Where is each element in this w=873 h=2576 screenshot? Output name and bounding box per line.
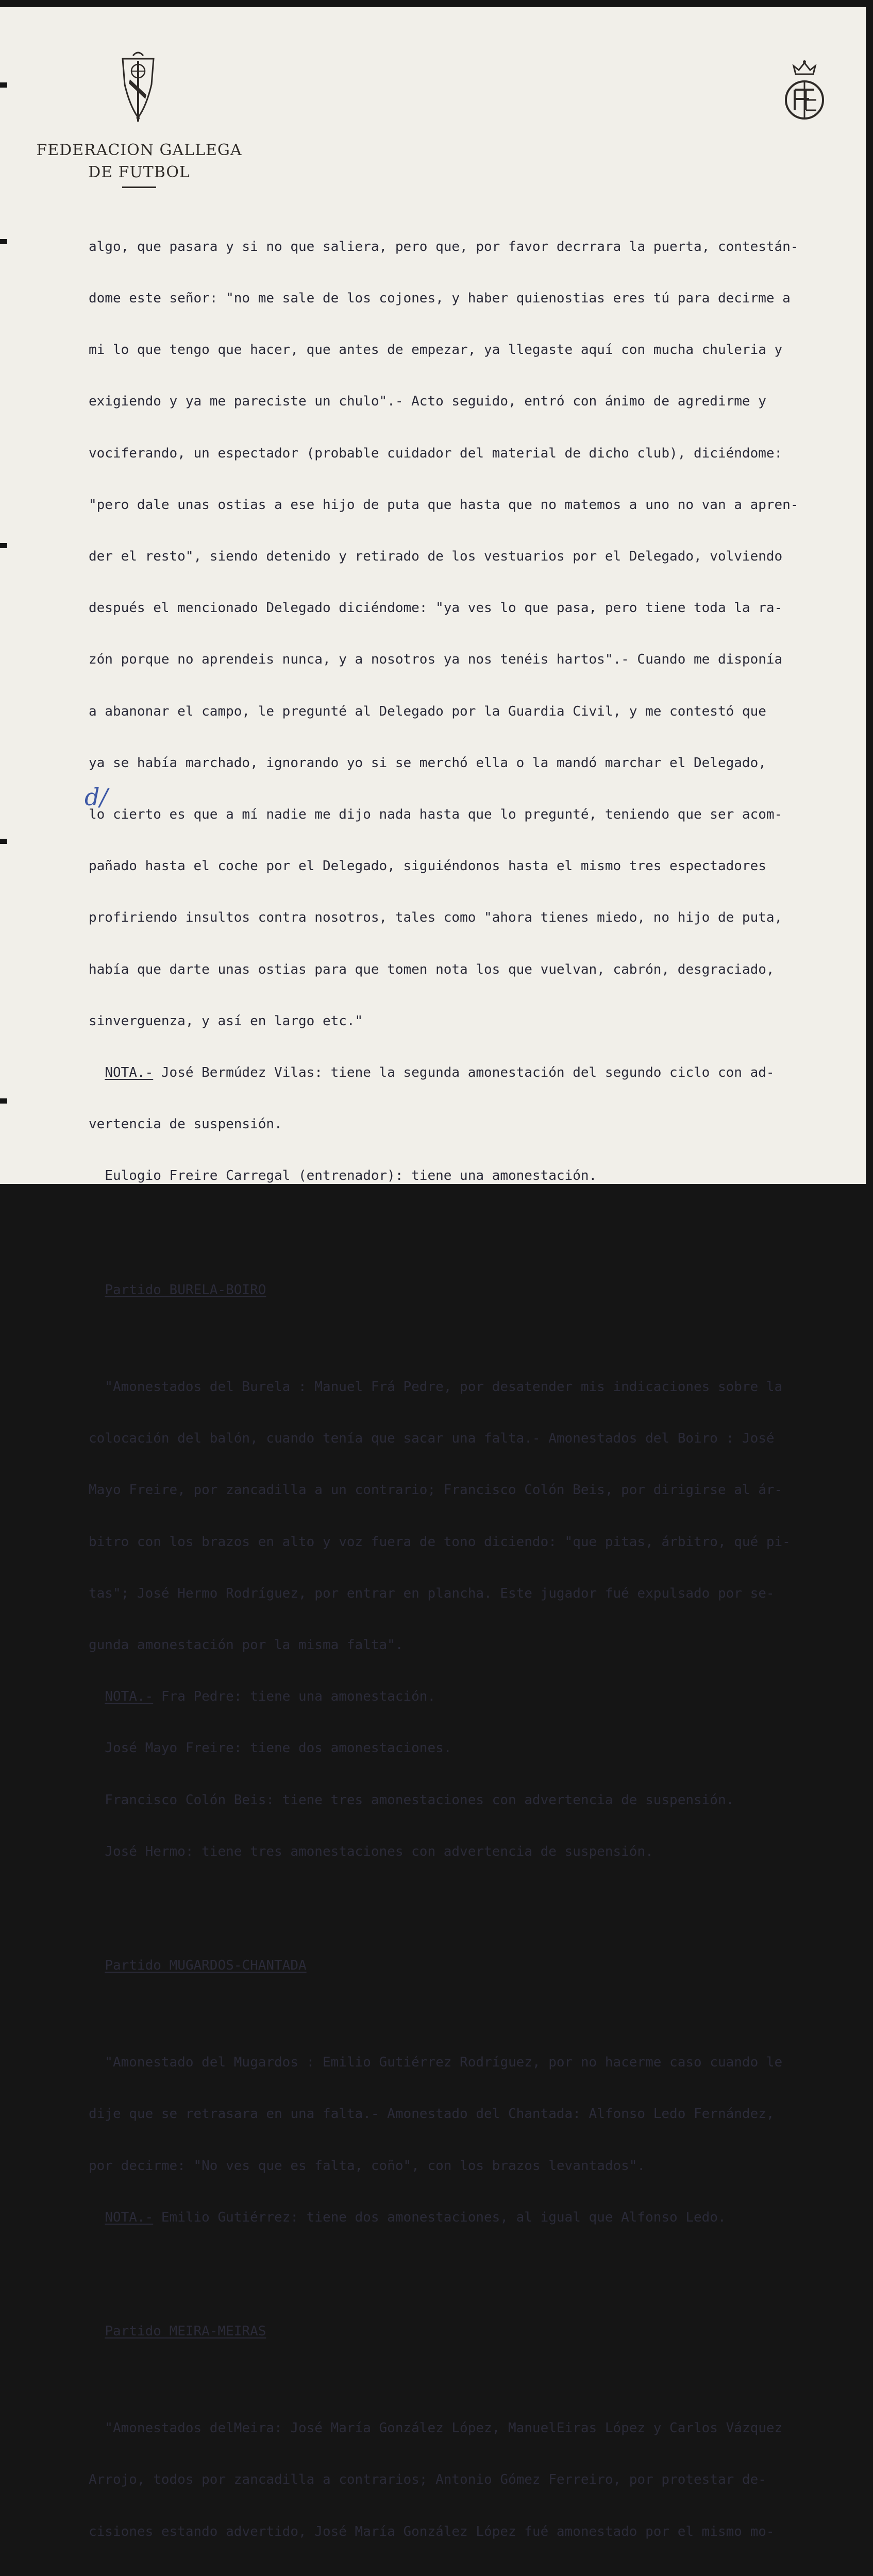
spacer xyxy=(89,1236,846,1247)
text-line: "Amonestados delMeira: José María González López, ManuelEiras López y Carlos Vázquez xyxy=(89,2420,783,2436)
text-line: dome este señor: "no me sale de los cojones, y haber quienostias eres tú para decirme a xyxy=(89,291,791,307)
spacer xyxy=(89,2375,846,2385)
punch-hole xyxy=(0,543,7,548)
document-page xyxy=(0,7,866,2539)
text-line: bitro con los brazos en alto y voz fuera de tono diciendo: "que pitas, árbitro, qué pi- xyxy=(89,1534,791,1550)
handwritten-margin-mark: d/ xyxy=(85,783,108,811)
letterhead-rule xyxy=(122,187,156,188)
text-line: vertencia de suspensión. xyxy=(89,1116,282,1132)
section-heading: Partido MEIRA-MEIRAS xyxy=(105,2324,266,2340)
punch-hole xyxy=(0,239,7,244)
text-line: cisiones estando advertido, José María González López fué amonestado por el mismo mo- xyxy=(89,2523,775,2539)
text-line: "pero dale unas ostias a ese hijo de puta que hasta que no matemos a uno no van a apren- xyxy=(89,497,799,513)
punch-hole xyxy=(0,1098,7,1104)
text-line: vociferando, un espectador (probable cuidador del material de dicho club), diciéndome: xyxy=(89,445,783,461)
text-line: "Amonestado del Mugardos : Emilio Gutiérrez Rodríguez, por no hacerme caso cuando le xyxy=(89,2055,783,2071)
text-line: gunda amonestación por la misma falta". xyxy=(89,1637,404,1653)
federation-shield-icon xyxy=(120,48,157,127)
punch-hole xyxy=(0,839,7,844)
text-line: por decirme: "No ves que es falta, coño", con los brazos levantados". xyxy=(89,2158,646,2174)
text-line: sinverguenza, y así en largo etc." xyxy=(89,1013,363,1029)
text-line: a abanonar el campo, le pregunté al Delegado por la Guardia Civil, y me contestó que xyxy=(89,703,766,719)
text-line: había que darte unas ostias para que tomen nota los que vuelvan, cabrón, desgraciado, xyxy=(89,961,775,977)
letterhead xyxy=(31,139,247,188)
text-line: NOTA.- Emilio Gutiérrez: tiene dos amonestaciones, al igual que Alfonso Ledo. xyxy=(105,2209,726,2225)
nota-label: NOTA.- xyxy=(105,1065,154,1081)
text-line: profiriendo insultos contra nosotros, tales como "ahora tienes miedo, no hijo de puta, xyxy=(89,910,783,926)
spacer xyxy=(89,1912,846,1923)
text-line: dije que se retrasara en una falta.- Amonestado del Chantada: Alfonso Ledo Fernández, xyxy=(89,2106,775,2122)
spacer xyxy=(89,1333,846,1344)
text-line: José Mayo Freire: tiene dos amonestaciones. xyxy=(89,1740,452,1756)
spacer xyxy=(89,2278,846,2289)
section-heading: Partido MUGARDOS-CHANTADA xyxy=(105,1958,307,1974)
letterhead-line-2: DE FUTBOL xyxy=(88,163,190,181)
section-heading: Partido BURELA-BOIRO xyxy=(105,1282,266,1298)
text-line: "Amonestados del Burela : Manuel Frá Pedre, por desatender mis indicaciones sobre la xyxy=(89,1379,783,1395)
report-body xyxy=(89,204,846,2576)
text-line: NOTA.- José Bermúdez Vilas: tiene la segunda amonestación del segundo ciclo con ad- xyxy=(105,1065,775,1081)
text-line: ya se había marchado, ignorando yo si se merchó ella o la mandó marchar el Delegado, xyxy=(89,755,766,771)
text-line: der el resto", siendo detenido y retirado de los vestuarios por el Delegado, volviendo xyxy=(89,549,783,565)
text-line: NOTA.- Fra Pedre: tiene una amonestación. xyxy=(105,1689,436,1705)
text-line: Eulogio Freire Carregal (entrenador): tiene una amonestación. xyxy=(89,1168,597,1184)
rfef-crown-emblem-icon xyxy=(783,59,826,125)
text-line: colocación del balón, cuando tenía que sacar una falta.- Amonestados del Boiro : José xyxy=(89,1431,775,1447)
text-line: Arrojo, todos por zancadilla a contrarios; Antonio Gómez Ferreiro, por protestar de- xyxy=(89,2472,766,2488)
text-line: Mayo Freire, por zancadilla a un contrario; Francisco Colón Beis, por dirigirse al ár- xyxy=(89,1482,783,1498)
text-line: pañado hasta el coche por el Delegado, siguiéndonos hasta el mismo tres espectadores xyxy=(89,858,766,874)
text-line: Francisco Colón Beis: tiene tres amonestaciones con advertencia de suspensión. xyxy=(89,1792,734,1808)
text-line: tas"; José Hermo Rodríguez, por entrar en plancha. Este jugador fué expulsado por se- xyxy=(89,1585,775,1601)
text-line: José Hermo: tiene tres amonestaciones con advertencia de suspensión. xyxy=(89,1843,653,1859)
letterhead-line-1: FEDERACION GALLEGA xyxy=(36,141,242,159)
text-line: zón porque no aprendeis nunca, y a nosotros ya nos tenéis hartos".- Cuando me disponía xyxy=(89,652,783,668)
text-line: algo, que pasara y si no que saliera, pero que, por favor decrrara la puerta, contestán- xyxy=(89,239,799,255)
punch-hole xyxy=(0,82,7,88)
spacer xyxy=(89,2009,846,2020)
text-line: lo cierto es que a mí nadie me dijo nada hasta que lo pregunté, teniendo que ser acom- xyxy=(89,807,783,823)
text-line: mi lo que tengo que hacer, que antes de empezar, ya llegaste aquí con mucha chuleria y xyxy=(89,342,783,358)
text-line: después el mencionado Delegado diciéndome: "ya ves lo que pasa, pero tiene toda la ra- xyxy=(89,600,783,616)
text-line: exigiendo y ya me pareciste un chulo".- Acto seguido, entró con ánimo de agredirme y xyxy=(89,394,766,410)
